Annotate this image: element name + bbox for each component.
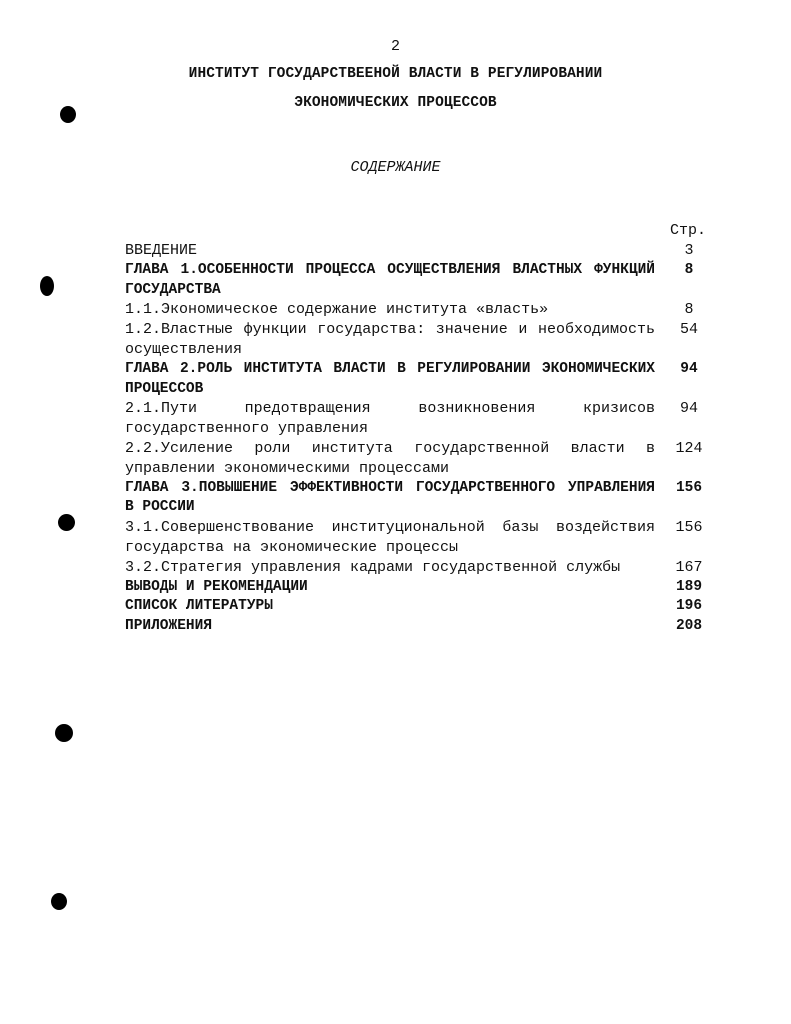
document-title-line-2: ЭКОНОМИЧЕСКИХ ПРОЦЕССОВ [294,95,497,111]
toc-entry-page: 8 [684,261,694,278]
toc-entry-bibliography [125,597,715,617]
toc-entry-page: 8 [684,301,694,319]
toc-entry-conclusions [125,578,715,598]
toc-entry-page: 196 [675,598,703,615]
toc-entry-section-2-2 [125,439,715,479]
toc-entry-chapter-3 [125,479,715,519]
toc-entry-section-2-1 [125,399,715,439]
toc-entry-chapter-2 [125,360,715,400]
punch-hole-mark [58,514,75,531]
toc-entry-page: 208 [675,618,703,635]
document-title-line-1: ИНСТИТУТ ГОСУДАРСТВЕЕНОЙ ВЛАСТИ В РЕГУЛИРОВАНИИ [188,66,603,82]
punch-hole-mark [40,276,54,296]
toc-entry-title: 3.1.Совершенствование институциональной базы воздействия государства на экономические процессы [125,519,655,556]
toc-entry-title: 1.1.Экономическое содержание института «власть» [125,301,549,319]
toc-entry-title: СПИСОК ЛИТЕРАТУРЫ [125,598,273,615]
toc-entry-page: 3 [684,242,694,259]
toc-entry-page: 94 [680,360,698,377]
toc-entry-title: ГЛАВА 1.ОСОБЕННОСТИ ПРОЦЕССА ОСУЩЕСТВЛЕНИЯ ВЛАСТНЫХ ФУНКЦИЙ ГОСУДАРСТВА [125,261,655,298]
toc-entry-section-1-2 [125,320,715,360]
toc-entry-page: 156 [675,519,703,537]
table-of-contents [125,241,715,637]
toc-entry-page: 124 [675,439,703,457]
toc-entry-title: ГЛАВА 2.РОЛЬ ИНСТИТУТА ВЛАСТИ В РЕГУЛИРОВАНИИ ЭКОНОМИЧЕСКИХ ПРОЦЕССОВ [125,360,655,397]
toc-entry-title: ГЛАВА 3.ПОВЫШЕНИЕ ЭФФЕКТИВНОСТИ ГОСУДАРСТВЕННОГО УПРАВЛЕНИЯ В РОССИИ [125,479,655,516]
toc-entry-section-3-1 [125,518,715,558]
toc-entry-section-3-2 [125,558,715,578]
toc-entry-page: 189 [675,578,703,595]
toc-entry-title: 2.1.Пути предотвращения возникновения кризисов государственного управления [125,400,655,438]
toc-entry-introduction [125,241,715,261]
toc-entry-title: ВЫВОДЫ И РЕКОМЕНДАЦИИ [125,578,308,595]
page-column-header: Стр. [670,222,707,239]
toc-entry-title: ВВЕДЕНИЕ [125,242,198,259]
page-number: 2 [390,38,400,55]
toc-entry-title: 1.2.Властные функции государства: значение и необходимость осуществления [125,321,655,358]
toc-entry-page: 156 [675,479,703,496]
toc-entry-appendices [125,617,715,637]
toc-entry-page: 167 [675,558,703,576]
toc-entry-title: ПРИЛОЖЕНИЯ [125,618,213,635]
contents-heading: СОДЕРЖАНИЕ [350,159,441,176]
punch-hole-mark [60,106,76,123]
toc-entry-title: 3.2.Стратегия управления кадрами государственной службы [125,558,621,576]
punch-hole-mark [55,724,73,742]
punch-hole-mark [51,893,67,910]
toc-entry-section-1-1 [125,300,715,320]
toc-entry-page: 94 [679,400,698,418]
toc-entry-title: 2.2.Усиление роли института государственной власти в управлении экономическими процессами [125,439,655,477]
toc-entry-page: 54 [679,321,698,339]
toc-entry-chapter-1 [125,261,715,301]
